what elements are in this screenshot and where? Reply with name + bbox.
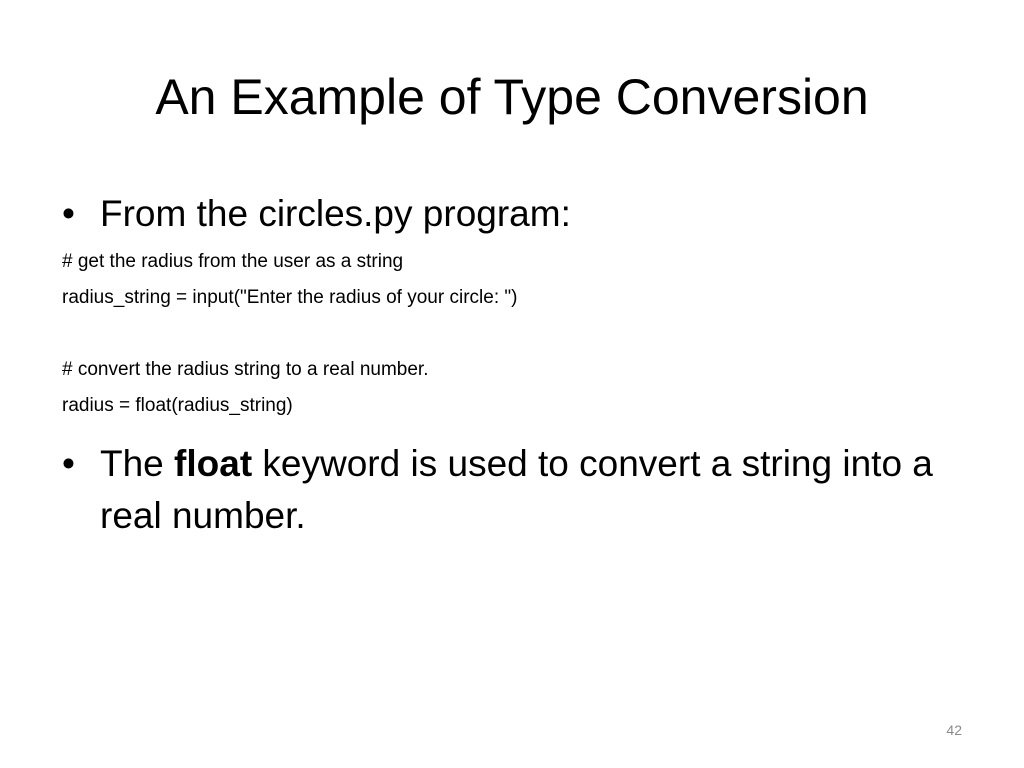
bullet-text: From the circles.py program: xyxy=(100,193,571,234)
bullet-dot-icon: • xyxy=(62,193,75,234)
code-line xyxy=(62,316,942,352)
bullet-item xyxy=(62,188,942,240)
bullet-dot-icon: • xyxy=(62,443,75,484)
bullet-text-start: The xyxy=(100,443,175,484)
bullet-text xyxy=(100,438,942,542)
code-block xyxy=(62,244,942,424)
bullet-item xyxy=(62,438,942,542)
slide-title: An Example of Type Conversion xyxy=(155,69,869,125)
code-line: # get the radius from the user as a string xyxy=(62,251,404,272)
code-line: radius_string = input("Enter the radius of your circle: ") xyxy=(62,287,518,308)
code-line: radius = float(radius_string) xyxy=(62,395,293,416)
float-keyword: float xyxy=(174,443,253,484)
bullet-text-end: keyword is used to convert a string into a real number. xyxy=(100,443,933,536)
page-number: 42 xyxy=(946,722,962,738)
code-line: # convert the radius string to a real number. xyxy=(62,359,429,380)
